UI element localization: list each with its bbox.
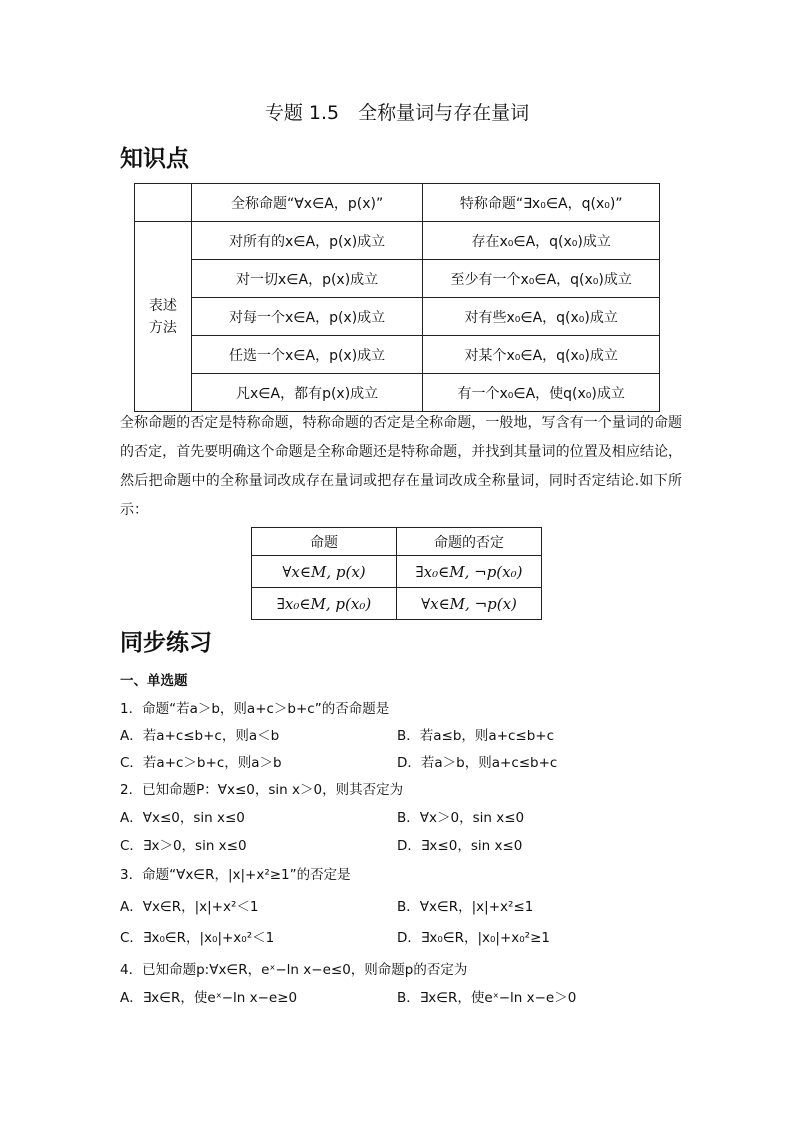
option-c: C．∃x₀∈R，|x₀|+x₀²＜1 [120, 930, 275, 946]
explanation-paragraph: 全称命题的否定是特称命题，特称命题的否定是全称命题，一般地，写含有一个量词的命题的否定，首先要明确这个命题是全称命题还是特称命题，并找到其量词的位置及相应结论，然后把命题中的全称量词改成存在量词或把存在量词改成全称量词，同时否定结论.如下所示： [120, 415, 682, 518]
page-title: 专题 1.5 全称量词与存在量词 [264, 102, 530, 124]
question-stem: 3．命题“∀x∈R，|x|+x²≥1”的否定是 [120, 867, 351, 883]
option-c: C．∃x＞0，sin x≤0 [120, 838, 247, 854]
table-cell: 对某个x₀∈A，q(x₀)成立 [423, 336, 660, 374]
option-b: B．∀x＞0，sin x≤0 [397, 810, 525, 826]
table-cell: 凡x∈A，都有p(x)成立 [191, 374, 423, 412]
table-row [252, 556, 542, 588]
table-cell: 存在x₀∈A，q(x₀)成立 [423, 222, 660, 260]
table-cell: ∃x₀∈M, ¬p(x₀) [397, 556, 542, 588]
option-b: B．若a≤b，则a+c≤b+c [397, 728, 555, 744]
practice-heading: 同步练习 [120, 630, 212, 656]
table-row [135, 222, 660, 260]
table-row [135, 298, 660, 336]
table-row [135, 374, 660, 412]
header-proposition: 命题 [252, 528, 397, 556]
header-universal: 全称命题“∀x∈A，p(x)” [191, 184, 423, 222]
table-cell: 有一个x₀∈A，使q(x₀)成立 [423, 374, 660, 412]
table-header-row [135, 184, 660, 222]
question-stem: 1．命题“若a＞b，则a+c＞b+c”的否命题是 [120, 701, 390, 717]
negation-table [251, 527, 542, 620]
table-row [135, 336, 660, 374]
option-b: B．∃x∈R，使eˣ−ln x−e＞0 [397, 990, 577, 1006]
corner-cell [135, 184, 192, 222]
side-label [135, 222, 192, 412]
table-row [252, 588, 542, 620]
table-cell: ∃x₀∈M, p(x₀) [252, 588, 397, 620]
table-header-row [252, 528, 542, 556]
option-a: A．∀x≤0，sin x≤0 [120, 810, 245, 826]
option-a: A．若a+c≤b+c，则a＜b [120, 728, 280, 744]
table-row [135, 260, 660, 298]
option-a: A．∃x∈R，使eˣ−ln x−e≥0 [120, 990, 298, 1006]
option-d: D．∃x≤0，sin x≤0 [397, 838, 523, 854]
option-b: B．∀x∈R，|x|+x²≤1 [397, 899, 534, 915]
table-cell: 对一切x∈A，p(x)成立 [191, 260, 423, 298]
question-stem: 2．已知命题P：∀x≤0，sin x＞0，则其否定为 [120, 782, 404, 798]
option-c: C．若a+c＞b+c，则a＞b [120, 755, 282, 771]
header-existential: 特称命题“∃x₀∈A，q(x₀)” [423, 184, 660, 222]
option-d: D．∃x₀∈R，|x₀|+x₀²≥1 [397, 930, 550, 946]
table-cell: 任选一个x∈A，p(x)成立 [191, 336, 423, 374]
table-cell: 对所有的x∈A，p(x)成立 [191, 222, 423, 260]
table-cell: 对每一个x∈A，p(x)成立 [191, 298, 423, 336]
table-cell: ∀x∈M, ¬p(x) [397, 588, 542, 620]
side-label-text: 表述方法 [148, 297, 177, 336]
knowledge-heading: 知识点 [120, 146, 189, 172]
question-stem: 4．已知命题p:∀x∈R，eˣ−ln x−e≤0，则命题p的否定为 [120, 962, 468, 978]
table-cell: 至少有一个x₀∈A，q(x₀)成立 [423, 260, 660, 298]
table-cell: ∀x∈M, p(x) [252, 556, 397, 588]
header-negation: 命题的否定 [397, 528, 542, 556]
table-cell: 对有些x₀∈A，q(x₀)成立 [423, 298, 660, 336]
section-heading: 一、单选题 [120, 673, 188, 689]
quantifier-table [134, 183, 660, 412]
option-d: D．若a＞b，则a+c≤b+c [397, 755, 558, 771]
option-a: A．∀x∈R，|x|+x²＜1 [120, 899, 259, 915]
